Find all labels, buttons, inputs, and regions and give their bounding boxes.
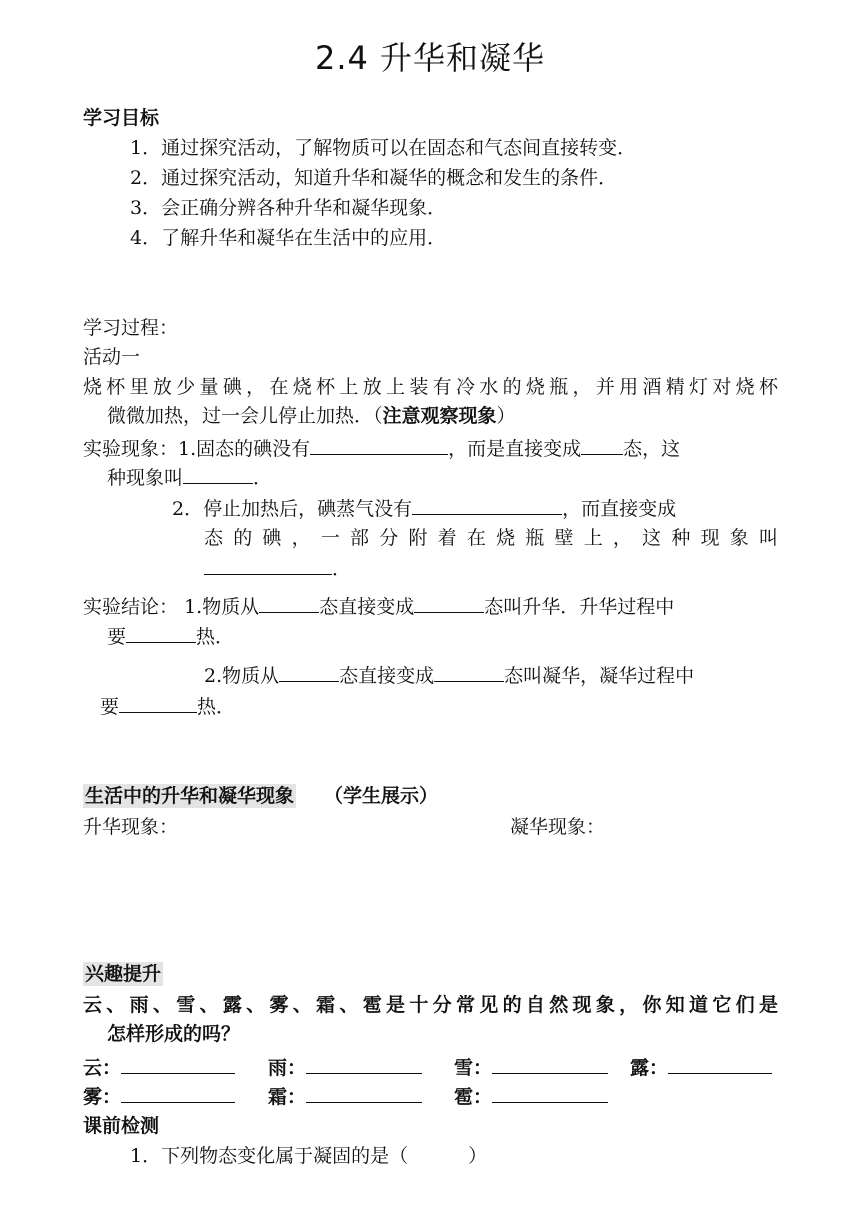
weather-label: 雹： — [454, 1086, 493, 1108]
interest-heading-row — [83, 962, 163, 986]
conclusion-2 — [204, 663, 694, 688]
objective-item: 2．通过探究活动，知道升华和凝华的概念和发生的条件． — [130, 167, 618, 189]
conclusion-text: 2.物质从 — [204, 665, 280, 687]
pretest-heading: 课前检测 — [83, 1115, 160, 1137]
conclusion-text: 热． — [197, 696, 236, 718]
paren-close: ） — [496, 405, 516, 427]
phenomenon-text: 1.固态的碘没有 — [178, 438, 311, 460]
weather-label: 露： — [630, 1057, 669, 1079]
phenomenon-text: ，而是直接变成 — [448, 438, 582, 460]
sublimation-label: 升华现象： — [83, 816, 179, 838]
answer-blank[interactable] — [204, 556, 332, 575]
conclusion-1-cont — [107, 624, 234, 649]
phenomenon-2 — [172, 496, 676, 521]
interest-question-2: 怎样形成的吗？ — [107, 1023, 241, 1045]
answer-blank[interactable] — [414, 594, 484, 613]
answer-blank[interactable] — [310, 436, 448, 455]
weather-dew — [630, 1055, 772, 1080]
question-line: 云、雨、雪、露、雾、霜、雹是十分常见的自然现象，你知道它们是 — [83, 994, 778, 1016]
life-heading: 生活中的升华和凝华现象 — [85, 785, 295, 807]
answer-blank[interactable] — [259, 594, 319, 613]
pretest-question — [130, 1144, 487, 1168]
conclusion-1 — [83, 594, 674, 619]
answer-blank[interactable] — [434, 663, 504, 682]
conclusion-2-cont — [100, 694, 235, 719]
interest-heading: 兴趣提升 — [85, 963, 162, 985]
answer-blank[interactable] — [492, 1055, 608, 1074]
phenomenon-text: 种现象叫 — [107, 467, 184, 489]
answer-blank[interactable] — [306, 1055, 422, 1074]
interest-question — [83, 993, 778, 1017]
conclusion-text: 态直接变成 — [339, 665, 435, 687]
phenomenon-1 — [83, 436, 680, 461]
phenomenon-text: ． — [332, 558, 352, 580]
phenomenon-text: 态的碘，一部分附着在烧瓶壁上，这种现象叫 — [204, 527, 778, 549]
weather-label: 雪： — [454, 1057, 493, 1079]
weather-label: 雾： — [83, 1086, 122, 1108]
answer-blank[interactable] — [183, 465, 253, 484]
weather-fog — [83, 1084, 235, 1109]
question-text: 1．下列物态变化属于凝固的是（ — [130, 1145, 409, 1167]
objective-item: 4．了解升华和凝华在生活中的应用． — [130, 227, 447, 249]
conclusion-text: 态叫凝华，凝华过程中 — [504, 665, 695, 687]
objective-item: 1．通过探究活动，了解物质可以在固态和气态间直接转变． — [130, 137, 637, 159]
process-heading: 学习过程： — [83, 317, 179, 339]
answer-blank[interactable] — [119, 694, 197, 713]
phenomenon-text: ，而直接变成 — [562, 498, 677, 520]
phenomenon-label: 实验现象： — [83, 438, 179, 460]
answer-blank[interactable] — [121, 1055, 235, 1074]
objectives-heading: 学习目标 — [83, 107, 160, 129]
page-title: 2.4 升华和凝华 — [314, 39, 546, 77]
observe-emphasis: 注意观察现象 — [382, 405, 497, 427]
answer-blank[interactable] — [306, 1084, 422, 1103]
answer-blank[interactable] — [412, 496, 562, 515]
weather-hail — [454, 1084, 608, 1109]
phenomenon-text: 态，这 — [623, 438, 681, 460]
phenomenon-2-cont — [204, 526, 778, 550]
conclusion-text: 要 — [107, 626, 127, 648]
weather-rain — [268, 1055, 422, 1080]
weather-label: 雨： — [268, 1057, 307, 1079]
phenomenon-text: ． — [253, 467, 273, 489]
activity-label: 活动一 — [83, 346, 141, 368]
weather-cloud — [83, 1055, 235, 1080]
question-text: ） — [468, 1145, 488, 1167]
life-heading-row — [83, 784, 438, 808]
answer-blank[interactable] — [581, 436, 623, 455]
weather-frost — [268, 1084, 422, 1109]
weather-snow — [454, 1055, 608, 1080]
answer-blank[interactable] — [279, 663, 339, 682]
answer-blank[interactable] — [121, 1084, 235, 1103]
conclusion-text: 热． — [196, 626, 235, 648]
description-text: 微微加热，过一会儿停止加热．（ — [107, 405, 383, 427]
answer-blank[interactable] — [668, 1055, 772, 1074]
answer-blank[interactable] — [126, 624, 196, 643]
phenomenon-1-cont — [107, 465, 272, 490]
phenomenon-2-blank — [204, 556, 351, 581]
deposition-label: 凝华现象： — [510, 816, 606, 838]
weather-label: 霜： — [268, 1086, 307, 1108]
conclusion-text: 1.物质从 — [184, 596, 260, 618]
conclusion-text: 要 — [100, 696, 120, 718]
conclusion-text: 态直接变成 — [319, 596, 415, 618]
activity-description-2 — [107, 404, 516, 428]
answer-blank[interactable] — [492, 1084, 608, 1103]
objective-item: 3．会正确分辨各种升华和凝华现象． — [130, 197, 447, 219]
phenomenon-text: 2．停止加热后，碘蒸气没有 — [172, 498, 413, 520]
activity-description — [83, 375, 778, 399]
conclusion-text: 态叫升华．升华过程中 — [484, 596, 675, 618]
weather-label: 云： — [83, 1057, 122, 1079]
description-line: 烧杯里放少量碘，在烧杯上放上装有冷水的烧瓶，并用酒精灯对烧杯 — [83, 376, 778, 398]
life-note: （学生展示） — [324, 785, 439, 807]
conclusion-label: 实验结论： — [83, 596, 179, 618]
